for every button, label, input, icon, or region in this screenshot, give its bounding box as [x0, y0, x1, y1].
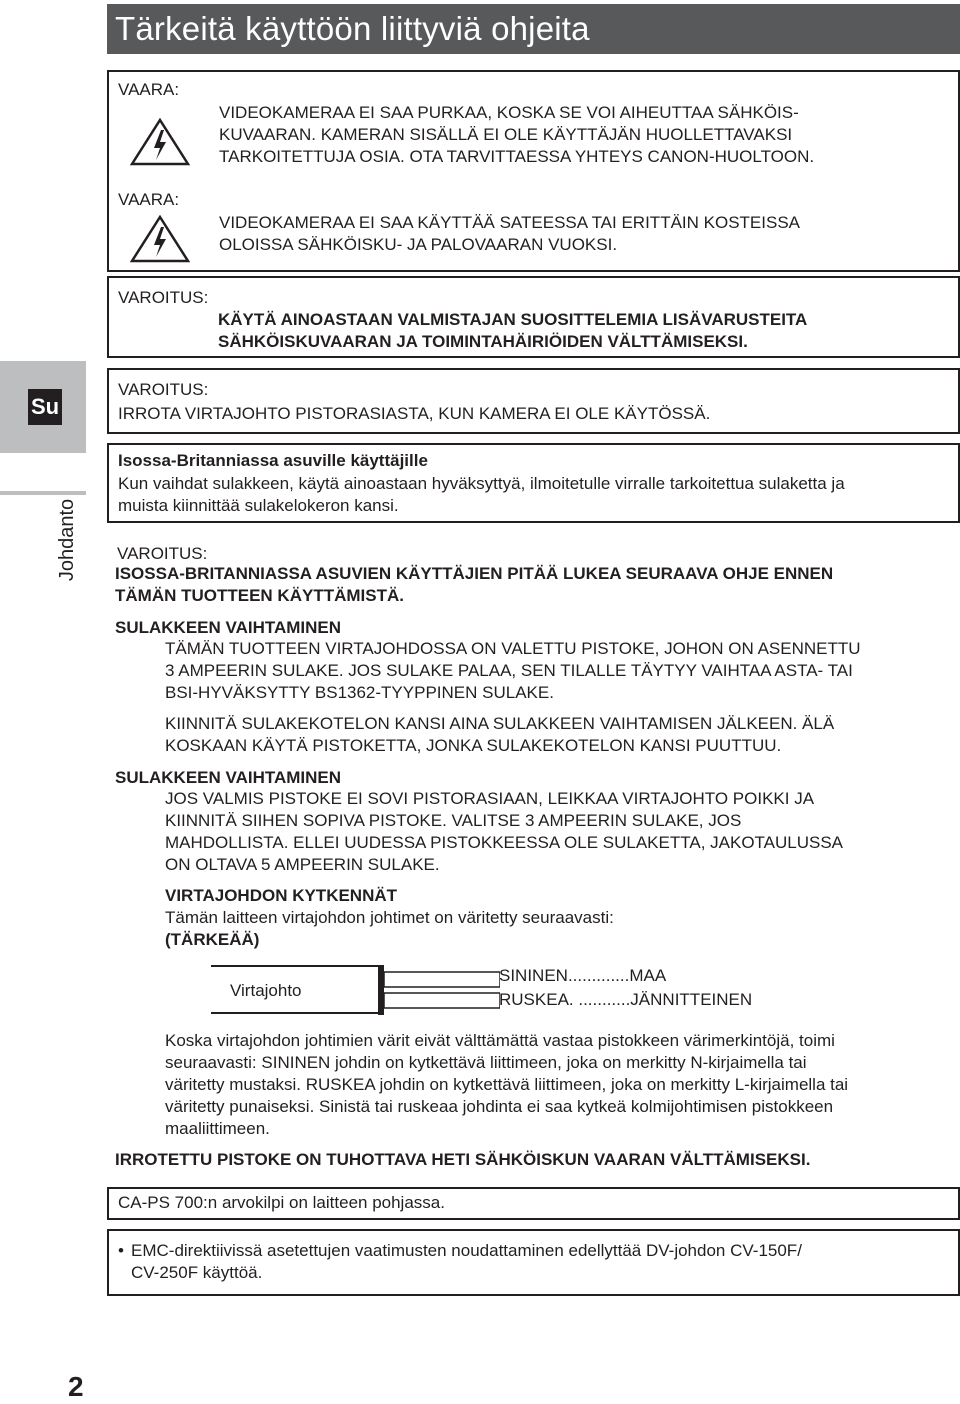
section-label: Johdanto [56, 498, 78, 582]
caution-text: IRROTA VIRTAJOHTO PISTORASIASTA, KUN KAMERA EI OLE KÄYTÖSSÄ. [118, 404, 711, 423]
rating-plate-box [107, 1187, 960, 1220]
wiring-heading: VIRTAJOHDON KYTKENNÄT [165, 886, 398, 905]
language-code: Su [28, 389, 62, 425]
wiring-diagram [210, 962, 810, 1018]
wiring-important: (TÄRKEÄÄ) [165, 930, 260, 949]
caution-text: KÄYTÄ AINOASTAAN VALMISTAJAN SUOSITTELEMIA LISÄVARUSTEITA SÄHKÖISKUVAARAN JA TOIMINTAHÄIRIÖIDEN VÄLTTÄMISEKSI. [218, 310, 808, 351]
wire-blue-label: SININEN.............MAA [499, 966, 667, 985]
final-warning: IRROTETTU PISTOKE ON TUHOTTAVA HETI SÄHKÖISKUN VAARAN VÄLTTÄMISEKSI. [115, 1150, 811, 1169]
bullet: • [118, 1241, 124, 1260]
wiring-intro: Tämän laitteen virtajohdon johtimet on väritetty seuraavasti: [165, 908, 614, 927]
rating-plate-text: CA-PS 700:n arvokilpi on laitteen pohjassa. [118, 1193, 445, 1212]
page-number: 2 [68, 1371, 84, 1402]
cord-label: Virtajohto [230, 981, 302, 1000]
danger-box [107, 70, 960, 272]
emc-box [107, 1229, 960, 1296]
caution-box-unplug [107, 368, 960, 434]
danger-label-1: VAARA: [118, 80, 180, 99]
caution-box-accessories [107, 276, 960, 358]
caution-label: VAROITUS: [118, 380, 209, 399]
fuse-heading-1: SULAKKEEN VAIHTAMINEN [115, 618, 342, 637]
caution-label: VAROITUS: [118, 288, 209, 307]
danger-label-2: VAARA: [118, 190, 180, 209]
fuse-heading-2: SULAKKEEN VAIHTAMINEN [115, 768, 342, 787]
language-tab [0, 361, 86, 453]
emc-text: EMC-direktiivissä asetettujen vaatimusten noudattaminen edellyttää DV-johdon CV-150F/ CV-250F käyttöä. [131, 1241, 802, 1282]
electric-shock-warning-icon [130, 118, 190, 166]
fuse-paragraph-2: KIINNITÄ SULAKEKOTELON KANSI AINA SULAKKEEN VAIHTAMISEN JÄLKEEN. ÄLÄ KOSKAAN KÄYTÄ PISTOKETTA, JONKA SULAKEKOTELON KANSI PUUTTUU. [165, 714, 835, 755]
danger-text-2: VIDEOKAMERAA EI SAA KÄYTTÄÄ SATEESSA TAI ERITTÄIN KOSTEISSA OLOISSA SÄHKÖISKU- JA PALOVAARAN VUOKSI. [219, 213, 801, 254]
wire-brown-label: RUSKEA. ...........JÄNNITTEINEN [499, 990, 753, 1009]
uk-warning-label: VAROITUS: [117, 544, 208, 563]
uk-warning-text: ISOSSA-BRITANNIASSA ASUVIEN KÄYTTÄJIEN PITÄÄ LUKEA SEURAAVA OHJE ENNEN TÄMÄN TUOTTEEN KÄYTTÄMISTÄ. [115, 564, 834, 605]
title-bar [107, 4, 960, 54]
fuse-paragraph-1: TÄMÄN TUOTTEEN VIRTAJOHDOSSA ON VALETTU PISTOKE, JOHON ON ASENNETTU 3 AMPEERIN SULAKE. JOS SULAKE PALAA, SEN TILALLE TÄYTYY VAIHTAA ASTA- TAI BSI-HYVÄKSYTTY BS1362-TYYPPINEN SULAKE. [165, 639, 861, 702]
electric-shock-warning-icon [130, 215, 190, 263]
uk-users-heading: Isossa-Britanniassa asuville käyttäjille [118, 451, 428, 470]
wiring-paragraph: Koska virtajohdon johtimien värit eivät välttämättä vastaa pistokkeen värimerkintöjä, toimi seuraavasti: SININEN johdin on kytkettävä liittimeen, joka on merkitty N-kirjaimella tai väritetty mustaksi. RUSKEA johdin on kytkettävä liittimeen, joka on merkitty L-kirjaimella tai väritetty punaiseksi. Sinistä tai ruskeaa johdinta ei saa kytkeä kolmijohtimisen pistokkeen maaliittimeen. [165, 1031, 849, 1138]
fuse-paragraph-3: JOS VALMIS PISTOKE EI SOVI PISTORASIAAN, LEIKKAA VIRTAJOHTO POIKKI JA KIINNITÄ SIIHEN SOPIVA PISTOKE. VALITSE 3 AMPEERIN SULAKE, JOS MAHDOLLISTA. ELLEI UUDESSA PISTOKKEESSA OLE SULAKETTA, JAKOTAULUSSA ON OLTAVA 5 AMPEERIN SULAKE. [165, 789, 844, 874]
danger-text-1: VIDEOKAMERAA EI SAA PURKAA, KOSKA SE VOI AIHEUTTAA SÄHKÖIS- KUVAARAN. KAMERAN SISÄLLÄ EI OLE KÄYTTÄJÄN HUOLLETTAVAKSI TARKOITETTUJA OSIA. OTA TARVITTAESSA YHTEYS CANON-HUOLTOON. [219, 103, 815, 166]
uk-users-box [107, 443, 960, 523]
uk-users-text: Kun vaihdat sulakkeen, käytä ainoastaan hyväksyttyä, ilmoitetulle virralle tarkoitettua sulaketta ja muista kiinnittää sulakelokeron kansi. [118, 474, 845, 515]
page-title: Tärkeitä käyttöön liittyviä ohjeita [115, 10, 590, 47]
